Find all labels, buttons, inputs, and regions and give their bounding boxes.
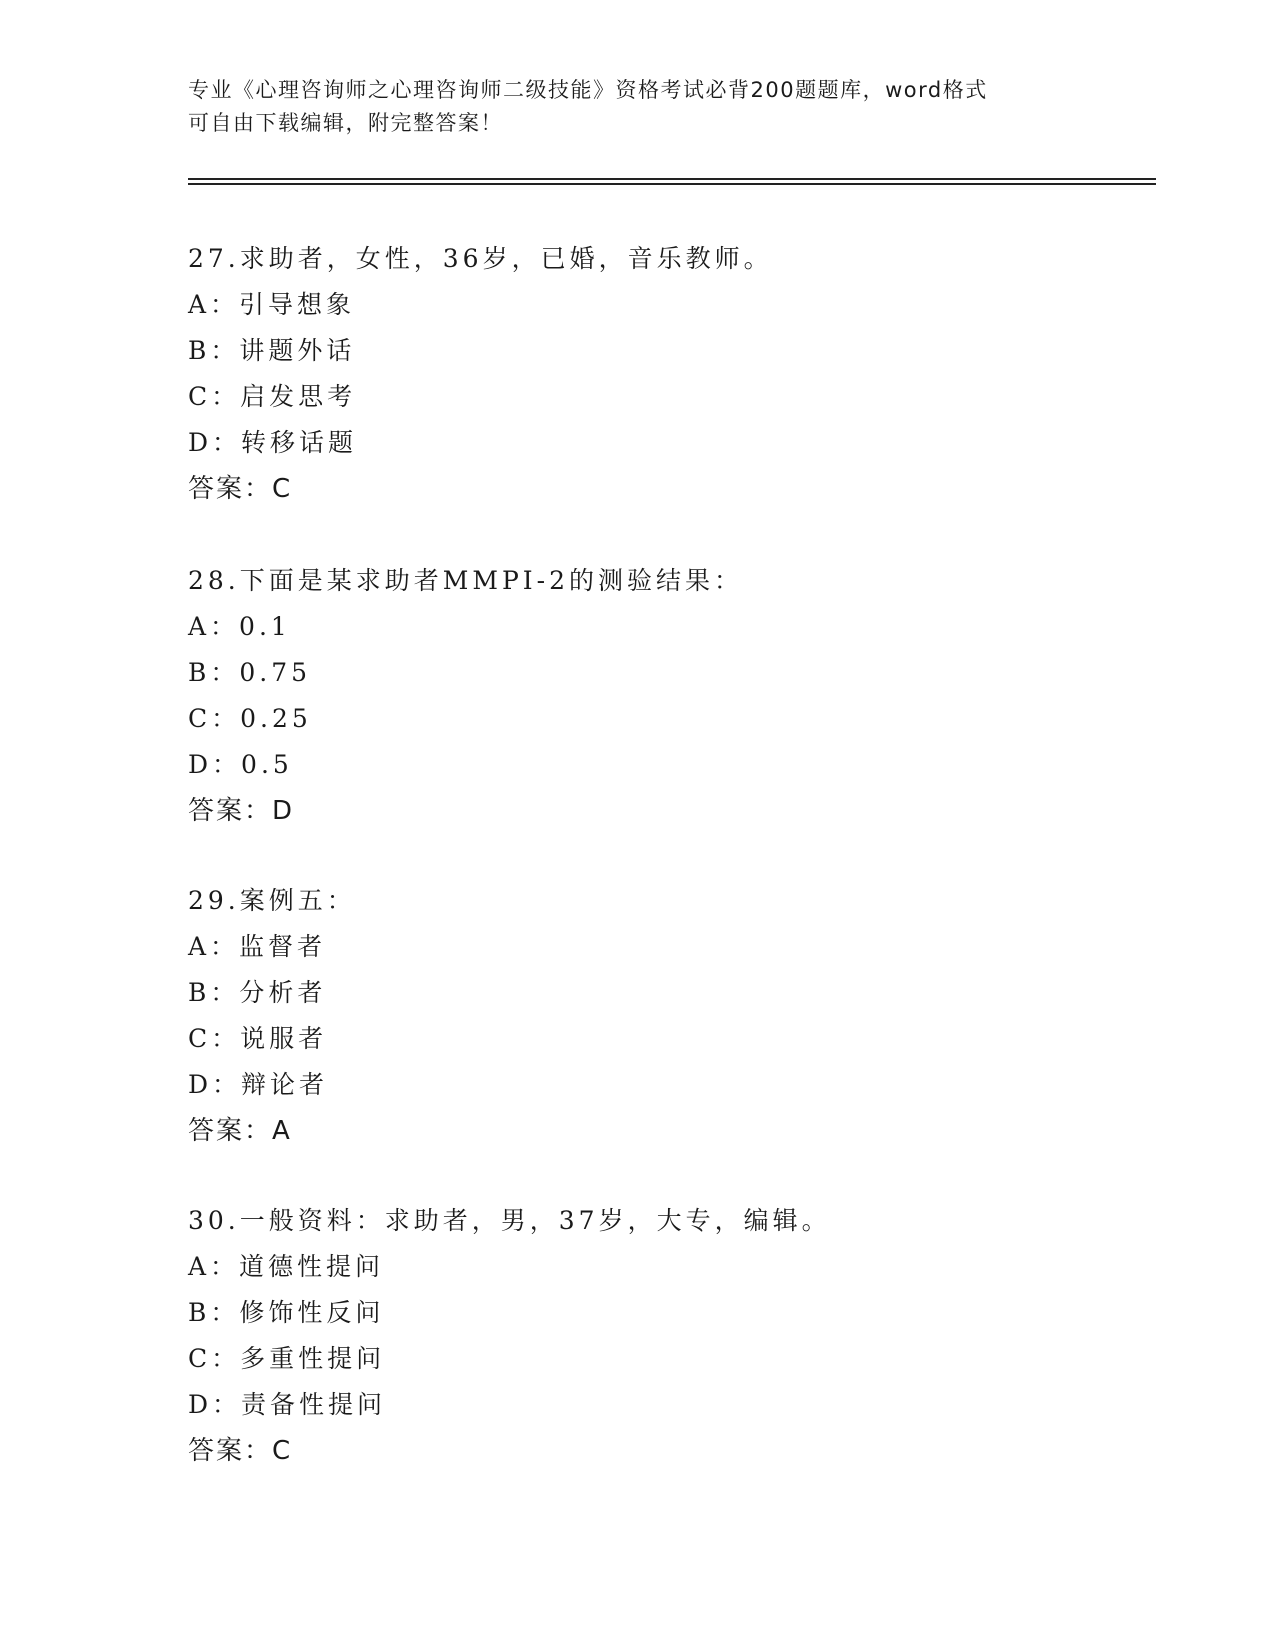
question-stem: 30.一般资料：求助者，男，37岁，大专，编辑。 [188,1206,831,1235]
option-c: C：说服者 [188,1024,328,1053]
option-d: D：转移话题 [188,428,358,457]
option-b: B：修饰性反问 [188,1298,385,1327]
option-d: D：0.5 [188,750,293,779]
document-header [188,74,1088,140]
question-stem: 29.案例五： [188,886,356,915]
option-d: D：辩论者 [188,1070,329,1099]
answer-line: 答案：C [188,474,293,504]
option-b: B：分析者 [188,978,327,1007]
option-c: C：多重性提问 [188,1344,386,1373]
header-line-2: 可自由下载编辑，附完整答案！ [188,111,503,135]
header-line-1: 专业《心理咨询师之心理咨询师二级技能》资格考试必背200题题库，word格式 [188,78,988,102]
header-divider-bottom [188,183,1156,185]
option-d: D：责备性提问 [188,1390,387,1419]
question-27 [188,236,1148,512]
answer-line: 答案：A [188,1116,292,1146]
header-divider-top [188,178,1156,180]
option-b: B：讲题外话 [188,336,356,365]
option-c: C：启发思考 [188,382,357,411]
option-c: C：0.25 [188,704,312,733]
option-a: A：0.1 [188,612,291,641]
question-29 [188,878,1148,1154]
option-a: A：道德性提问 [188,1252,385,1281]
question-stem: 28.下面是某求助者MMPI-2的测验结果： [188,566,744,595]
question-28 [188,558,1148,834]
answer-line: 答案：D [188,796,295,826]
option-b: B：0.75 [188,658,312,687]
option-a: A：监督者 [188,932,327,961]
question-30 [188,1198,1148,1474]
question-stem: 27.求助者，女性，36岁，已婚，音乐教师。 [188,244,773,273]
question-list [188,236,1148,1518]
option-a: A：引导想象 [188,290,356,319]
answer-line: 答案：C [188,1436,293,1466]
